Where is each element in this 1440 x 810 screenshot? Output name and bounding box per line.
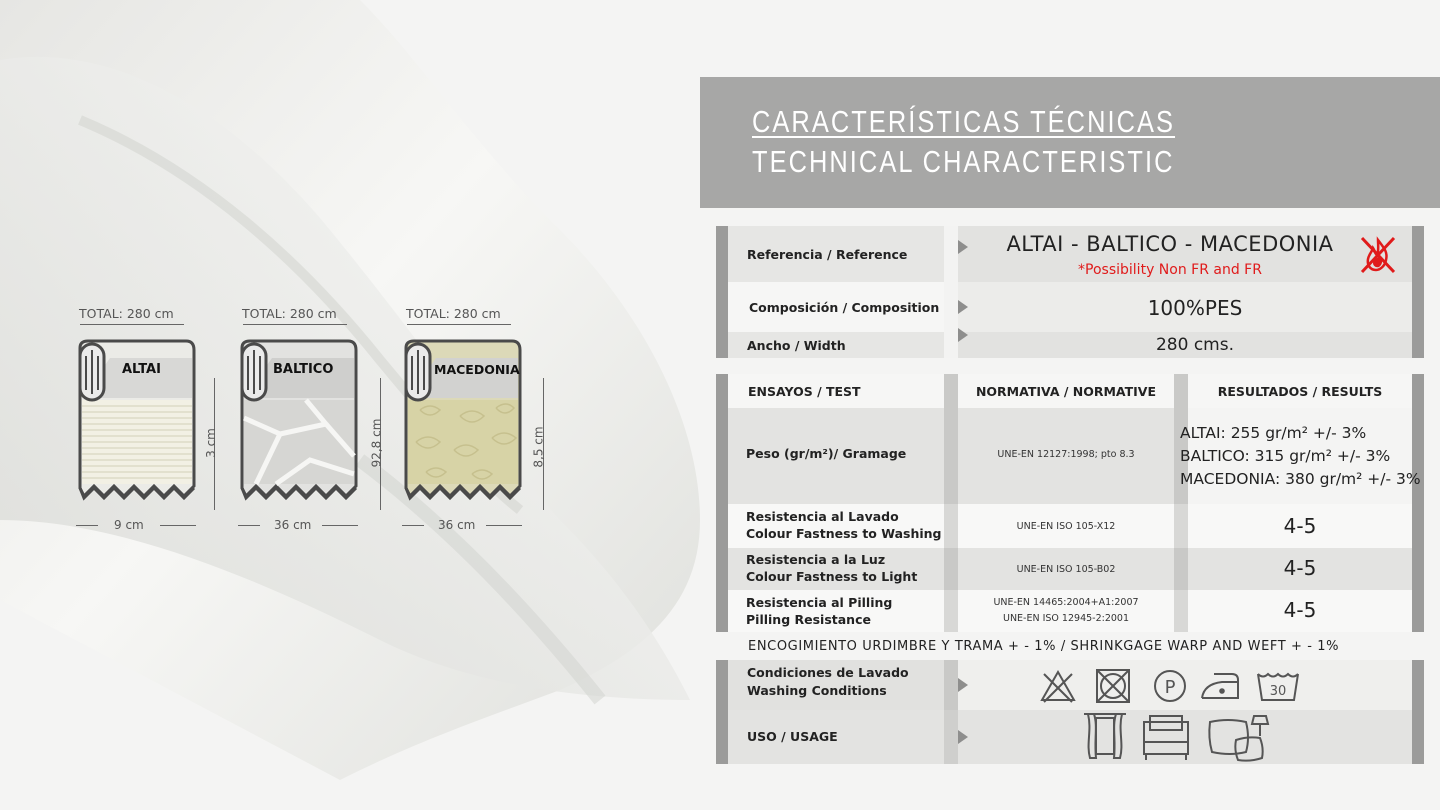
arrow-icon (958, 730, 968, 744)
light-label-es: Resistencia a la Luz (746, 552, 886, 567)
usage-label: USO / USAGE (747, 729, 838, 744)
width-row (728, 332, 1412, 358)
total-line (243, 324, 347, 325)
usage-icons (1082, 710, 1282, 762)
roll-height-label: 92,8 cm (369, 418, 384, 468)
reference-value: ALTAI - BALTICO - MACEDONIA (1006, 232, 1334, 256)
divider (944, 332, 958, 358)
reference-row (728, 226, 1412, 282)
composition-value: 100%PES (1147, 296, 1243, 320)
svg-text:P: P (1164, 677, 1176, 698)
pilling-norm-1: UNE-EN 14465:2004+A1:2007 (993, 597, 1139, 608)
col-divider (1174, 590, 1188, 632)
roll-name: ALTAI (122, 362, 161, 377)
washing-result: 4-5 (1283, 514, 1317, 538)
care-label-es: Condiciones de Lavado (747, 665, 909, 680)
roll-total-label: TOTAL: 280 cm (406, 306, 501, 321)
light-row (728, 548, 1412, 590)
normative-header: NORMATIVA / NORMATIVE (975, 384, 1157, 399)
washing-label-en: Colour Fastness to Washing (746, 526, 942, 541)
washing-norm: UNE-EN ISO 105-X12 (1016, 521, 1116, 532)
width-line-left (402, 525, 424, 526)
curtain-icon (1084, 714, 1126, 758)
pilling-norm-2: UNE-EN ISO 12945-2:2001 (1002, 613, 1130, 624)
pillow-lamp-icon (1209, 716, 1268, 761)
svg-text:30: 30 (1269, 684, 1287, 699)
roll-total-label: TOTAL: 280 cm (242, 306, 337, 321)
divider (944, 660, 958, 710)
shrinkage-note: ENCOGIMIENTO URDIMBRE Y TRAMA + - 1% / SHRINKGAGE WARP AND WEFT + - 1% (748, 639, 1340, 654)
col-divider (944, 548, 958, 590)
width-line-right (322, 525, 358, 526)
gramage-norm: UNE-EN 12127:1998; pto 8.3 (997, 449, 1135, 460)
width-label: Ancho / Width (747, 338, 846, 353)
pilling-label-es: Resistencia al Pilling (746, 595, 893, 610)
reference-label: Referencia / Reference (747, 247, 908, 262)
header-banner (700, 77, 1440, 208)
title-spanish: CARACTERÍSTICAS TÉCNICAS (752, 104, 1176, 139)
roll-width-label: 36 cm (274, 518, 312, 532)
gramage-row (728, 408, 1421, 504)
roll-width-label: 36 cm (438, 518, 476, 532)
table-right-bar (1412, 226, 1424, 358)
care-left-bar (716, 660, 728, 764)
results-header: RESULTADOS / RESULTS (1217, 384, 1383, 399)
no-bleach-icon (1042, 672, 1074, 702)
tests-right-bar (1412, 374, 1424, 632)
divider (944, 282, 958, 332)
tests-left-bar (716, 374, 728, 632)
pilling-row (728, 590, 1412, 632)
roll-height-label: 8,5 cm (531, 426, 546, 468)
tests-header-row (728, 374, 1412, 408)
gramage-result-macedonia: MACEDONIA: 380 gr/m² +/- 3% (1180, 470, 1421, 488)
arrow-icon (958, 328, 968, 342)
pilling-label-en: Pilling Resistance (746, 612, 871, 627)
light-label-en: Colour Fastness to Light (746, 569, 918, 584)
dry-clean-p-icon (1155, 671, 1185, 701)
col-divider (944, 504, 958, 548)
title-english: TECHNICAL CHARACTERISTIC (752, 144, 1175, 179)
composition-label: Composición / Composition (749, 300, 940, 315)
gramage-label: Peso (gr/m²)/ Gramage (746, 446, 907, 461)
pilling-result: 4-5 (1283, 598, 1317, 622)
bed-icon (1144, 716, 1188, 760)
roll-height-label: 3 cm (203, 428, 218, 458)
reference-note: *Possibility Non FR and FR (1078, 262, 1262, 278)
width-line-left (76, 525, 98, 526)
light-norm: UNE-EN ISO 105-B02 (1016, 564, 1116, 575)
care-right-bar (1412, 660, 1424, 764)
care-label-en: Washing Conditions (747, 683, 887, 698)
arrow-icon (958, 240, 968, 254)
width-line-right (160, 525, 196, 526)
col-divider (1174, 548, 1188, 590)
light-result: 4-5 (1283, 556, 1317, 580)
composition-row (728, 282, 1412, 332)
washing-label-es: Resistencia al Lavado (746, 509, 899, 524)
table-left-bar (716, 226, 728, 358)
roll-width-label: 9 cm (114, 518, 144, 532)
width-line-left (238, 525, 260, 526)
total-line (80, 324, 184, 325)
no-tumble-dry-icon (1097, 670, 1129, 702)
gramage-result-baltico: BALTICO: 315 gr/m² +/- 3% (1180, 447, 1391, 465)
gramage-result-altai: ALTAI: 255 gr/m² +/- 3% (1180, 424, 1367, 442)
roll-name: BALTICO (273, 362, 334, 377)
arrow-icon (958, 678, 968, 692)
divider (944, 710, 958, 764)
care-icons (1038, 666, 1308, 706)
col-divider (944, 590, 958, 632)
divider (944, 226, 958, 282)
washing-row (728, 504, 1412, 548)
total-line (407, 324, 511, 325)
no-fire-icon (1358, 234, 1398, 276)
width-line-right (486, 525, 522, 526)
wash-30-icon (1258, 674, 1298, 700)
roll-total-label: TOTAL: 280 cm (79, 306, 174, 321)
roll-name: MACEDONIA (434, 362, 520, 377)
test-header: ENSAYOS / TEST (748, 384, 861, 399)
arrow-icon (958, 300, 968, 314)
iron-low-icon (1202, 674, 1238, 698)
usage-row (728, 710, 1412, 764)
care-row (728, 660, 1412, 710)
col-divider (1174, 504, 1188, 548)
width-value: 280 cms. (1155, 335, 1235, 355)
